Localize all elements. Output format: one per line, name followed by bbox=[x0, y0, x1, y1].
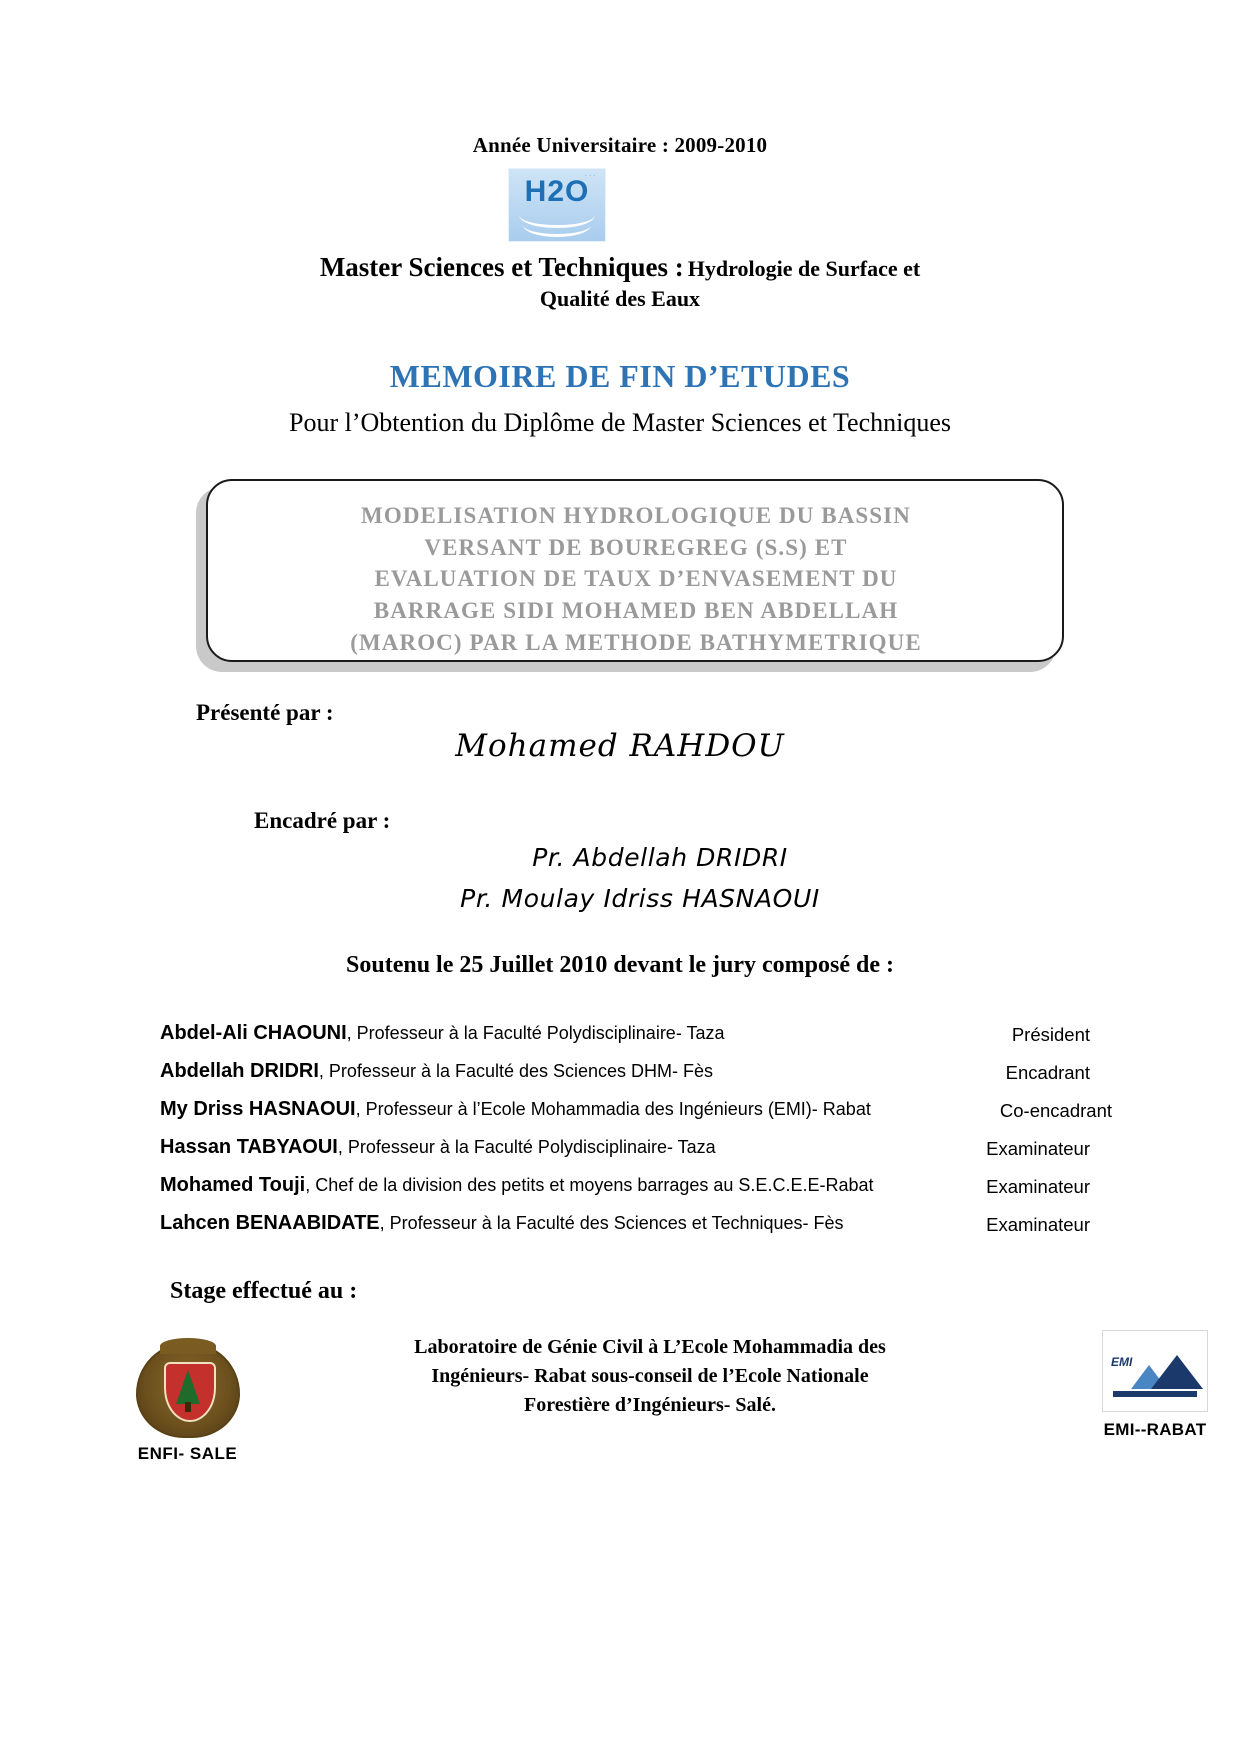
jury-member-role: Examinateur bbox=[986, 1214, 1090, 1235]
jury-member-role: Co-encadrant bbox=[999, 1100, 1112, 1121]
jury-member-row bbox=[160, 1098, 1112, 1136]
jury-member-role: Président bbox=[1011, 1024, 1090, 1045]
enfi-tree-icon bbox=[176, 1370, 200, 1404]
h2o-logo-text: H2O bbox=[524, 175, 590, 208]
thesis-title-line-3: EVALUATION DE TAUX D’ENVASEMENT DU bbox=[374, 566, 898, 592]
emi-emblem-icon bbox=[1102, 1330, 1208, 1412]
jury-member-affiliation: , Professeur à la Faculté Polydisciplinaire- Taza bbox=[346, 1023, 725, 1043]
thesis-title-line-1: MODELISATION HYDROLOGIQUE DU BASSIN bbox=[361, 503, 911, 528]
emi-logo bbox=[1090, 1330, 1220, 1440]
thesis-title-line-5: (MAROC) PAR LA METHODE BATHYMETRIQUE bbox=[350, 629, 922, 655]
h2o-logo-dots: ··· bbox=[584, 171, 597, 182]
h2o-wave-lower-icon bbox=[523, 225, 591, 237]
jury-member-affiliation: , Professeur à la Faculté Polydisciplinaire- Taza bbox=[337, 1137, 716, 1157]
thesis-title-text bbox=[222, 500, 1050, 659]
jury-member-row bbox=[160, 1060, 1090, 1098]
internship-lab-line-1: Laboratoire de Génie Civil à L’Ecole Mohammadia des bbox=[414, 1336, 886, 1358]
program-title-sub-line1: Hydrologie de Surface et bbox=[687, 256, 921, 281]
jury-member-affiliation: , Professeur à la Faculté des Sciences et Techniques- Fès bbox=[379, 1213, 844, 1233]
jury-member-role: Encadrant bbox=[1005, 1062, 1090, 1083]
program-title-sub-line2: Qualité des Eaux bbox=[539, 285, 701, 311]
jury-member-name: My Driss HASNAOUI bbox=[160, 1098, 356, 1120]
author-name: Mohamed RAHDOU bbox=[455, 728, 785, 764]
jury-member-row bbox=[160, 1136, 1090, 1174]
enfi-tree-trunk-icon bbox=[185, 1402, 191, 1412]
academic-year: Année Universitaire : 2009-2010 bbox=[472, 133, 768, 157]
document-purpose: Pour l’Obtention du Diplôme de Master Sciences et Techniques bbox=[289, 408, 951, 437]
jury-member-row bbox=[160, 1022, 1090, 1060]
author-label: Présenté par : bbox=[196, 700, 334, 725]
thesis-title-box bbox=[206, 479, 1064, 662]
supervisor-1: Pr. Abdellah DRIDRI bbox=[532, 843, 788, 872]
internship-lab bbox=[330, 1333, 970, 1420]
emi-base-bar-icon bbox=[1113, 1391, 1197, 1397]
jury-member-affiliation: , Professeur à la Faculté des Sciences DHM- Fès bbox=[318, 1061, 714, 1081]
internship-lab-line-3: Forestière d’Ingénieurs- Salé. bbox=[523, 1394, 776, 1416]
defense-line: Soutenu le 25 Juillet 2010 devant le jury composé de : bbox=[346, 952, 894, 978]
jury-member-role: Examinateur bbox=[986, 1138, 1090, 1159]
enfi-logo-caption: ENFI- SALE bbox=[137, 1444, 238, 1463]
jury-member-affiliation: , Professeur à l’Ecole Mohammadia des Ingénieurs (EMI)- Rabat bbox=[355, 1099, 871, 1119]
enfi-crown-icon bbox=[160, 1338, 216, 1354]
enfi-logo bbox=[130, 1342, 245, 1464]
program-title-strong: Master Sciences et Techniques : bbox=[319, 252, 684, 282]
internship-lab-line-2: Ingénieurs- Rabat sous-conseil de l’Ecole Nationale bbox=[431, 1365, 869, 1387]
jury-member-role: Examinateur bbox=[986, 1176, 1090, 1197]
thesis-title-line-4: BARRAGE SIDI MOHAMED BEN ABDELLAH bbox=[373, 598, 899, 624]
supervision-label: Encadré par : bbox=[254, 808, 391, 833]
jury-member-name: Mohamed Touji bbox=[160, 1174, 306, 1196]
jury-member-row bbox=[160, 1212, 1090, 1250]
internship-label: Stage effectué au : bbox=[170, 1278, 358, 1304]
emi-monogram-text: EMI bbox=[1111, 1355, 1133, 1369]
jury-member-name: Lahcen BENAABIDATE bbox=[160, 1212, 380, 1234]
h2o-logo-icon bbox=[508, 168, 606, 242]
document-type: MEMOIRE DE FIN D’ETUDES bbox=[389, 358, 851, 394]
supervisor-2: Pr. Moulay Idriss HASNAOUI bbox=[460, 884, 820, 913]
program-title bbox=[150, 250, 1090, 313]
jury-member-affiliation: , Chef de la division des petits et moyens barrages au S.E.C.E.E-Rabat bbox=[305, 1175, 874, 1195]
emi-mountain-large-icon bbox=[1151, 1355, 1203, 1389]
jury-member-name: Hassan TABYAOUI bbox=[160, 1136, 338, 1158]
jury-member-name: Abdel-Ali CHAOUNI bbox=[160, 1022, 347, 1044]
emi-logo-caption: EMI--RABAT bbox=[1103, 1420, 1207, 1439]
jury-list bbox=[160, 1022, 1112, 1250]
jury-member-name: Abdellah DRIDRI bbox=[160, 1060, 319, 1082]
jury-member-row bbox=[160, 1174, 1090, 1212]
thesis-title-line-2: VERSANT DE BOUREGREG (S.S) ET bbox=[424, 534, 848, 560]
enfi-emblem-icon bbox=[136, 1342, 240, 1438]
